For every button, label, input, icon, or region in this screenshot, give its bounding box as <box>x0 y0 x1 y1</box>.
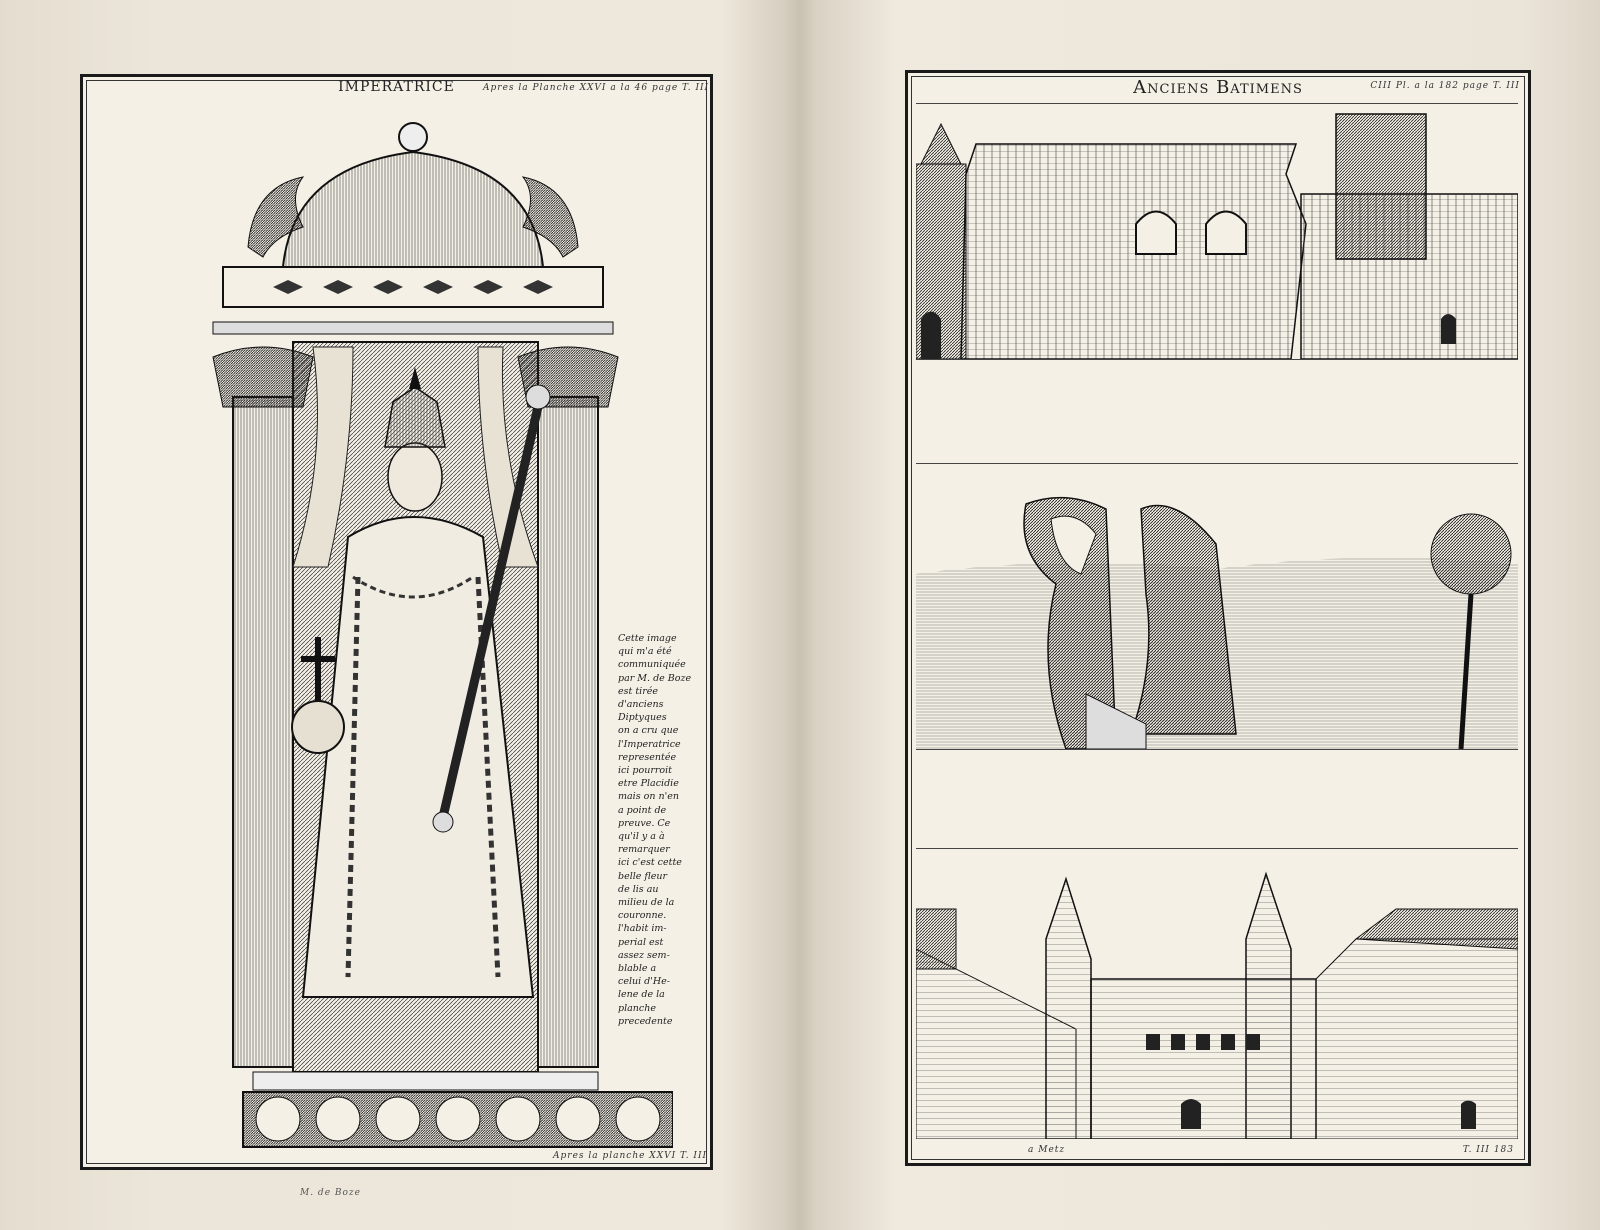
plate-title: Anciens Batimens <box>1133 77 1303 98</box>
engraving-note: Cette image qui m'a été communiquée par M. de Boze est tirée d'anciens Diptyques on a cru que l'Imperatrice representée ici pourroit etre Placidie mais on n'en a point de preuve. Ce qu'il y a à remarquer ici c'est cette belle fleur de lis au milieu de la couronne. l'habit im- perial est assez sem- blable a celui d'He- lene de la planche precedente <box>618 633 692 1027</box>
plate-title: IMPERATRICE <box>338 79 455 95</box>
plate-reference-top: Apres la Planche XXVI a la 46 page T. III <box>483 83 710 93</box>
town-buildings-engraving <box>916 848 1518 1139</box>
plate-reference-top: CIII Pl. a la 182 page T. III <box>1370 81 1520 91</box>
plate-location: a Metz <box>1028 1145 1066 1155</box>
plate-reference-bottom: Apres la planche XXVI T. III <box>553 1151 708 1161</box>
artist-credit: M. de Boze <box>300 1188 361 1198</box>
ruin-landscape-engraving <box>916 463 1518 750</box>
ruined-wall-engraving <box>916 103 1518 360</box>
plate-number: T. III 183 <box>1462 1145 1514 1155</box>
empress-engraving <box>153 97 673 1152</box>
buildings-plate <box>905 70 1531 1166</box>
empress-plate <box>80 74 713 1170</box>
